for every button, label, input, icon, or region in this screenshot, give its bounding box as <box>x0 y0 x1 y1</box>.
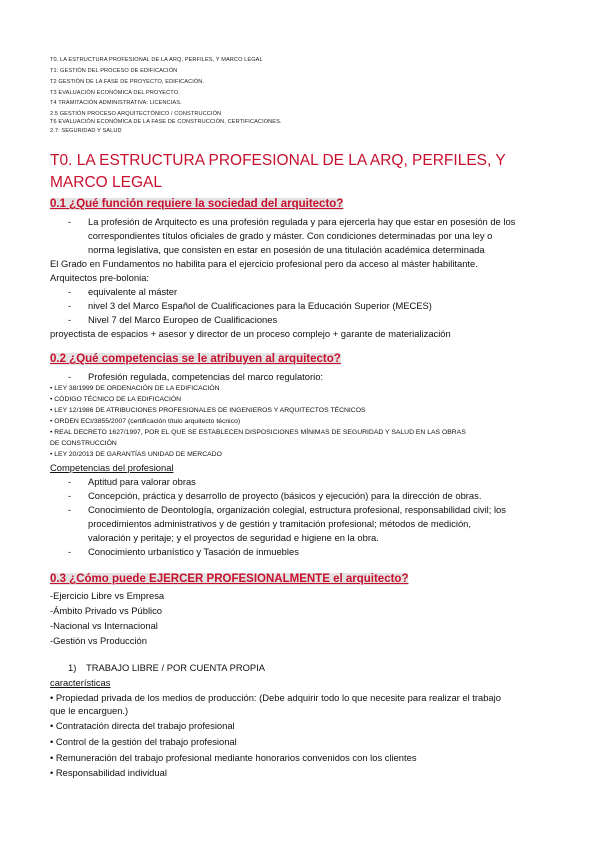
toc-item[interactable]: T2 GESTIÓN DE LA FASE DE PROYECTO, EDIFICACIÓN. <box>50 79 205 85</box>
mode-item: -Ámbito Privado vs Público <box>50 605 163 616</box>
list-item: Conocimiento de Deontología, organización colegial, estructura profesional, responsabilidad civil; los <box>88 504 506 515</box>
subsection-title: TRABAJO LIBRE / POR CUENTA PROPIA <box>86 662 266 673</box>
law-item: DE CONSTRUCCIÓN <box>50 440 117 447</box>
summary-line: proyectista de espacios + asesor y director de un proceso complejo + garante de materialización <box>50 328 451 339</box>
list-item: nivel 3 del Marco Español de Cualificaciones para la Educación Superior (MECES) <box>88 300 432 311</box>
toc-item[interactable]: 2.5 GESTIÓN PROCESO ARQUITECTÓNICO / CONSTRUCCIÓN <box>50 111 222 117</box>
law-item: • LEY 12/1986 DE ATRIBUCIONES PROFESIONALES DE INGENIEROS Y ARQUITECTOS TÉCNICOS <box>50 407 366 414</box>
dash-bullet: - <box>68 314 72 325</box>
bullet-item: • Responsabilidad individual <box>50 767 167 778</box>
paragraph: Arquitectos pre-bolonia: <box>50 272 150 283</box>
paragraph-line: La profesión de Arquitecto es una profesión regulada y para ejercerla hay que estar en posesión de los <box>88 216 516 227</box>
list-item: Aptitud para valorar obras <box>88 476 196 487</box>
section-heading-0-1: 0.1 ¿Qué función requiere la sociedad del arquitecto? <box>50 198 344 210</box>
subheading: características <box>50 677 111 688</box>
toc-item[interactable]: T6 EVALUACIÓN ECONÓMICA DE LA FASE DE CONSTRUCCIÓN, CERTIFICACIONES. <box>50 119 282 125</box>
page-title-line-2: MARCO LEGAL <box>50 174 162 191</box>
list-item: Conocimiento urbanístico y Tasación de inmuebles <box>88 546 299 557</box>
law-item: • LEY 38/1999 DE ORDENACIÓN DE LA EDIFICACIÓN <box>50 385 220 392</box>
mode-item: -Gestión vs Producción <box>50 635 147 646</box>
law-item: • CÓDIGO TÉCNICO DE LA EDIFICACIÓN <box>50 396 182 403</box>
dash-bullet: - <box>68 216 72 227</box>
bullet-item: • Remuneración del trabajo profesional mediante honorarios convenidos con los clientes <box>50 752 417 763</box>
list-item-continuation: procedimientos administrativos y de gestión y tramitación profesional; métodos de medición, <box>88 518 472 529</box>
section-heading-0-3: 0.3 ¿Cómo puede EJERCER PROFESIONALMENTE el arquitecto? <box>50 573 409 585</box>
page-title-line-1: T0. LA ESTRUCTURA PROFESIONAL DE LA ARQ, PERFILES, Y <box>50 152 506 169</box>
list-item: equivalente al máster <box>88 286 178 297</box>
subheading: Competencias del profesional <box>50 462 174 473</box>
paragraph: Profesión regulada, competencias del marco regulatorio: <box>88 371 324 382</box>
bullet-item: • Control de la gestión del trabajo profesional <box>50 736 237 747</box>
toc-item[interactable]: T3 EVALUACIÓN ECONÓMICA DEL PROYECTO. <box>50 90 180 96</box>
law-item: • ORDEN ECI/3855/2007 (certificación título arquitecto técnico) <box>50 418 241 425</box>
dash-bullet: - <box>68 504 72 515</box>
toc-item[interactable]: T1: GESTIÓN DEL PROCESO DE EDIFICACIÓN <box>50 68 178 74</box>
mode-item: -Nacional vs Internacional <box>50 620 158 631</box>
dash-bullet: - <box>68 490 72 501</box>
dash-bullet: - <box>68 476 72 487</box>
law-item: • LEY 20/2013 DE GARANTÍAS UNIDAD DE MERCADO <box>50 451 222 458</box>
bullet-item: • Contratación directa del trabajo profesional <box>50 720 235 731</box>
bullet-item: • Propiedad privada de los medios de producción: (Debe adquirir todo lo que necesite para realizar el trabajo <box>50 692 501 703</box>
list-item: Nivel 7 del Marco Europeo de Cualificaciones <box>88 314 278 325</box>
dash-bullet: - <box>68 371 72 382</box>
mode-item: -Ejercicio Libre vs Empresa <box>50 590 165 601</box>
paragraph-line: norma legislativa, que consisten en estar en posesión de una titulación académica determinada <box>88 244 485 255</box>
subsection-number: 1) <box>68 662 77 673</box>
dash-bullet: - <box>68 546 72 557</box>
list-item: Concepción, práctica y desarrollo de proyecto (básicos y ejecución) para la dirección de obras. <box>88 490 482 501</box>
section-heading-0-2: 0.2 ¿Qué competencias se le atribuyen al arquitecto? <box>50 353 341 365</box>
paragraph: El Grado en Fundamentos no habilita para el ejercicio profesional pero da acceso al máster habilitante. <box>50 258 478 269</box>
paragraph-line: correspondientes títulos oficiales de grado y máster. Con condiciones determinadas por una ley o <box>88 230 493 241</box>
toc-item[interactable]: T4 TRAMITACIÓN ADMINISTRATIVA: LICENCIAS. <box>50 100 182 106</box>
toc-item[interactable]: T0. LA ESTRUCTURA PROFESIONAL DE LA ARQ, PERFILES, Y MARCO LEGAL <box>50 57 263 63</box>
list-item-continuation: valoración y peritaje; y el proyectos de seguridad e higiene en la obra. <box>88 532 379 543</box>
dash-bullet: - <box>68 300 72 311</box>
law-item: • REAL DECRETO 1627/1997, POR EL QUE SE ESTABLECEN DISPOSICIONES MÍNIMAS DE SEGURIDAD Y SALUD EN LAS OBRAS <box>50 429 466 436</box>
toc-item[interactable]: 2.7: SEGURIDAD Y SALUD <box>50 128 122 134</box>
dash-bullet: - <box>68 286 72 297</box>
bullet-item-continuation: que le encarguen.) <box>50 705 129 716</box>
